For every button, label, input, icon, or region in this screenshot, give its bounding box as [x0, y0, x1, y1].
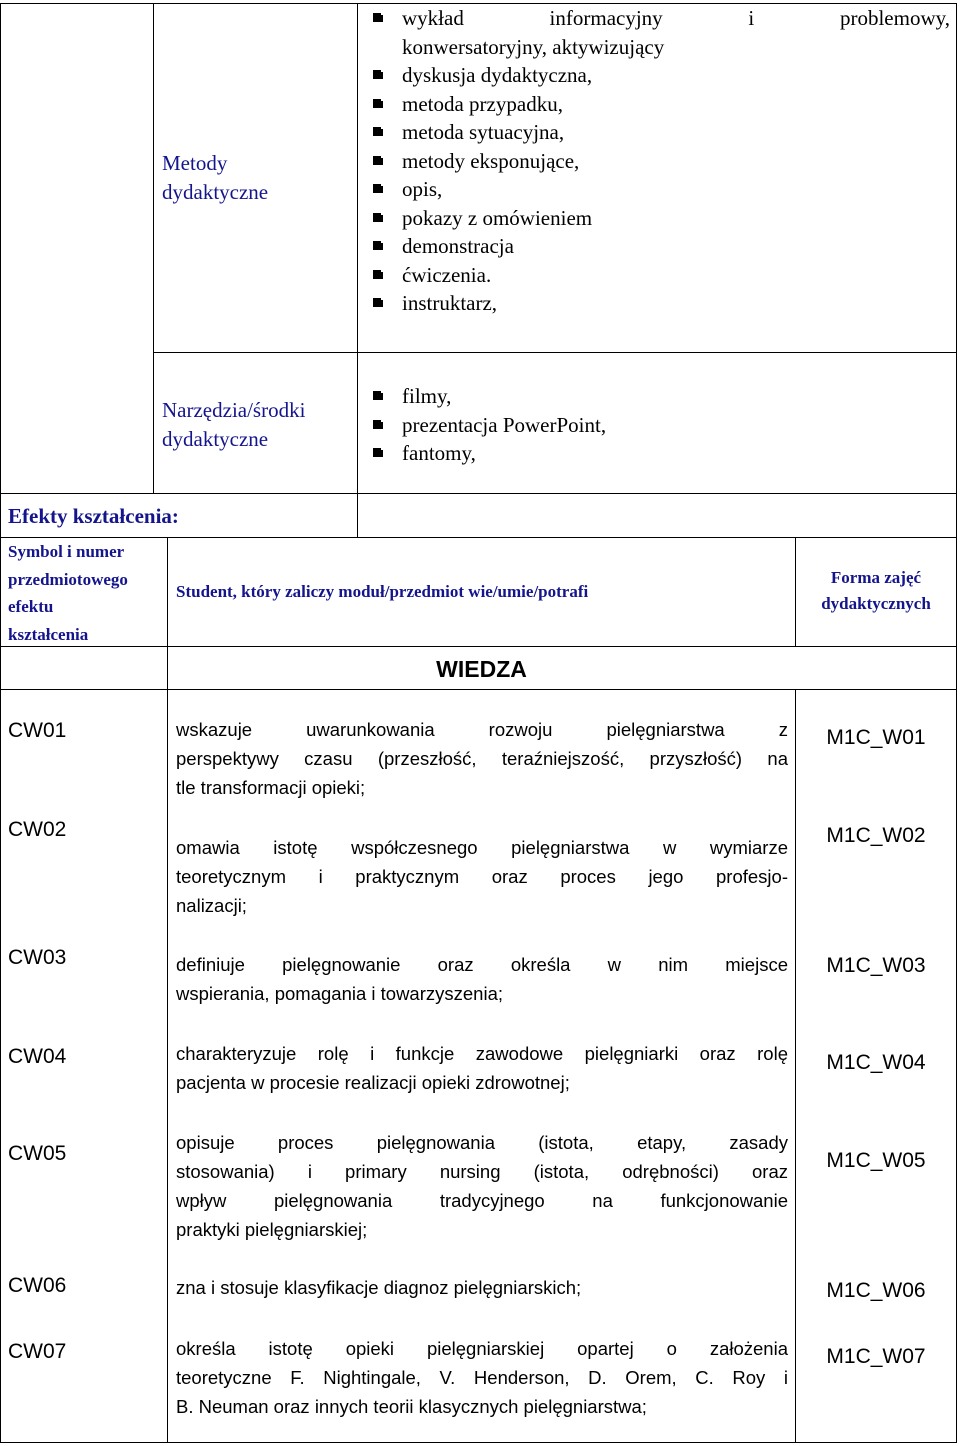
row-code: CW03: [8, 946, 67, 969]
row-description: wskazuje uwarunkowania rozwoju pielęgniarstwa z perspektywy czasu (przeszłość, teraźniejszość, przyszłość) na tle transformacji opieki;: [176, 719, 788, 798]
row-form: M1C_W06: [826, 1279, 926, 1302]
bullet-icon: [373, 448, 381, 457]
list-item: fantomy,: [402, 439, 950, 468]
bullet-icon: [373, 184, 381, 193]
row-description: zna i stosuje klasyfikacje diagnoz pielęgniarskich;: [176, 1277, 582, 1298]
list-item: demonstracja: [402, 232, 950, 261]
list-item: metoda przypadku,: [402, 90, 950, 119]
methods-label: [162, 149, 268, 206]
row-code: CW01: [8, 719, 67, 742]
tools-label: [162, 396, 305, 453]
row-form: M1C_W07: [826, 1345, 926, 1368]
row-form: M1C_W01: [826, 726, 926, 749]
row-code: CW04: [8, 1045, 67, 1068]
row-description: określa istotę opieki pielęgniarskiej opartej o założenia teoretyczne F. Nightingale, V. Henderson, D. Orem, C. Roy i B. Neuman oraz innych teorii klasycznych pielęgniarstwa;: [176, 1338, 788, 1417]
list-item: filmy,: [402, 382, 950, 411]
methods-label-line2: dydaktyczne: [162, 179, 269, 204]
row-description: opisuje proces pielęgnowania (istota, etapy, zasady stosowania) i primary nursing (istota, odrębności) oraz wpływ pielęgnowania tradycyjnego na funkcjonowanie praktyki pielęgniarskiej;: [176, 1132, 788, 1240]
row-form: M1C_W05: [826, 1149, 926, 1172]
bullet-icon: [373, 127, 381, 136]
list-item: instruktarz,: [402, 289, 950, 318]
list-item: ćwiczenia.: [402, 261, 950, 290]
methods-list: [402, 4, 950, 318]
bullet-icon: [373, 70, 381, 79]
section-wiedza: WIEDZA: [436, 656, 527, 682]
list-item: dyskusja dydaktyczna,: [402, 61, 950, 90]
bullet-icon: [373, 241, 381, 250]
tools-list: [402, 382, 950, 468]
bullet-icon: [373, 99, 381, 108]
row-code: CW07: [8, 1340, 67, 1363]
list-item: metody eksponujące,: [402, 147, 950, 176]
row-form: M1C_W02: [826, 824, 926, 847]
effects-heading: Efekty kształcenia:: [8, 504, 179, 528]
bullet-icon: [373, 156, 381, 165]
form-column-header: Forma zajęć dydaktycznych: [821, 568, 931, 613]
bullet-icon: [373, 298, 381, 307]
list-item: pokazy z omówieniem: [402, 204, 950, 233]
bullet-icon: [373, 13, 381, 22]
row-form: M1C_W03: [826, 954, 926, 977]
list-item: opis,: [402, 175, 950, 204]
list-item: konwersatoryjny, aktywizujący: [402, 34, 665, 59]
row-description: charakteryzuje rolę i funkcje zawodowe pielęgniarki oraz rolę pacjenta w procesie realizacji opieki zdrowotnej;: [176, 1043, 788, 1093]
bullet-icon: [373, 270, 381, 279]
bullet-icon: [373, 391, 381, 400]
row-code: CW05: [8, 1142, 67, 1165]
list-item: prezentacja PowerPoint,: [402, 411, 950, 440]
row-code: CW02: [8, 818, 67, 841]
bullet-icon: [373, 420, 381, 429]
bullet-icon: [373, 213, 381, 222]
row-description: omawia istotę współczesnego pielęgniarstwa w wymiarze teoretycznym i praktycznym oraz proces jego profesjo- nalizacji;: [176, 837, 788, 916]
tools-label-line1: Narzędzia/środki: [162, 398, 306, 422]
row-description: definiuje pielęgnowanie oraz określa w nim miejsce wspierania, pomagania i towarzyszenia;: [176, 954, 788, 1004]
list-item: wykład informacyjny i problemowy,: [402, 4, 950, 33]
symbol-column-header: Symbol i numer przedmiotowego efektu kształcenia: [8, 542, 128, 644]
row-code: CW06: [8, 1274, 67, 1297]
row-form: M1C_W04: [826, 1051, 926, 1074]
tools-label-line2: dydaktyczne: [162, 426, 269, 451]
list-item: metoda sytuacyjna,: [402, 118, 950, 147]
student-column-header: Student, który zaliczy moduł/przedmiot wie/umie/potrafi: [176, 582, 589, 601]
methods-label-line1: Metody: [162, 151, 228, 175]
